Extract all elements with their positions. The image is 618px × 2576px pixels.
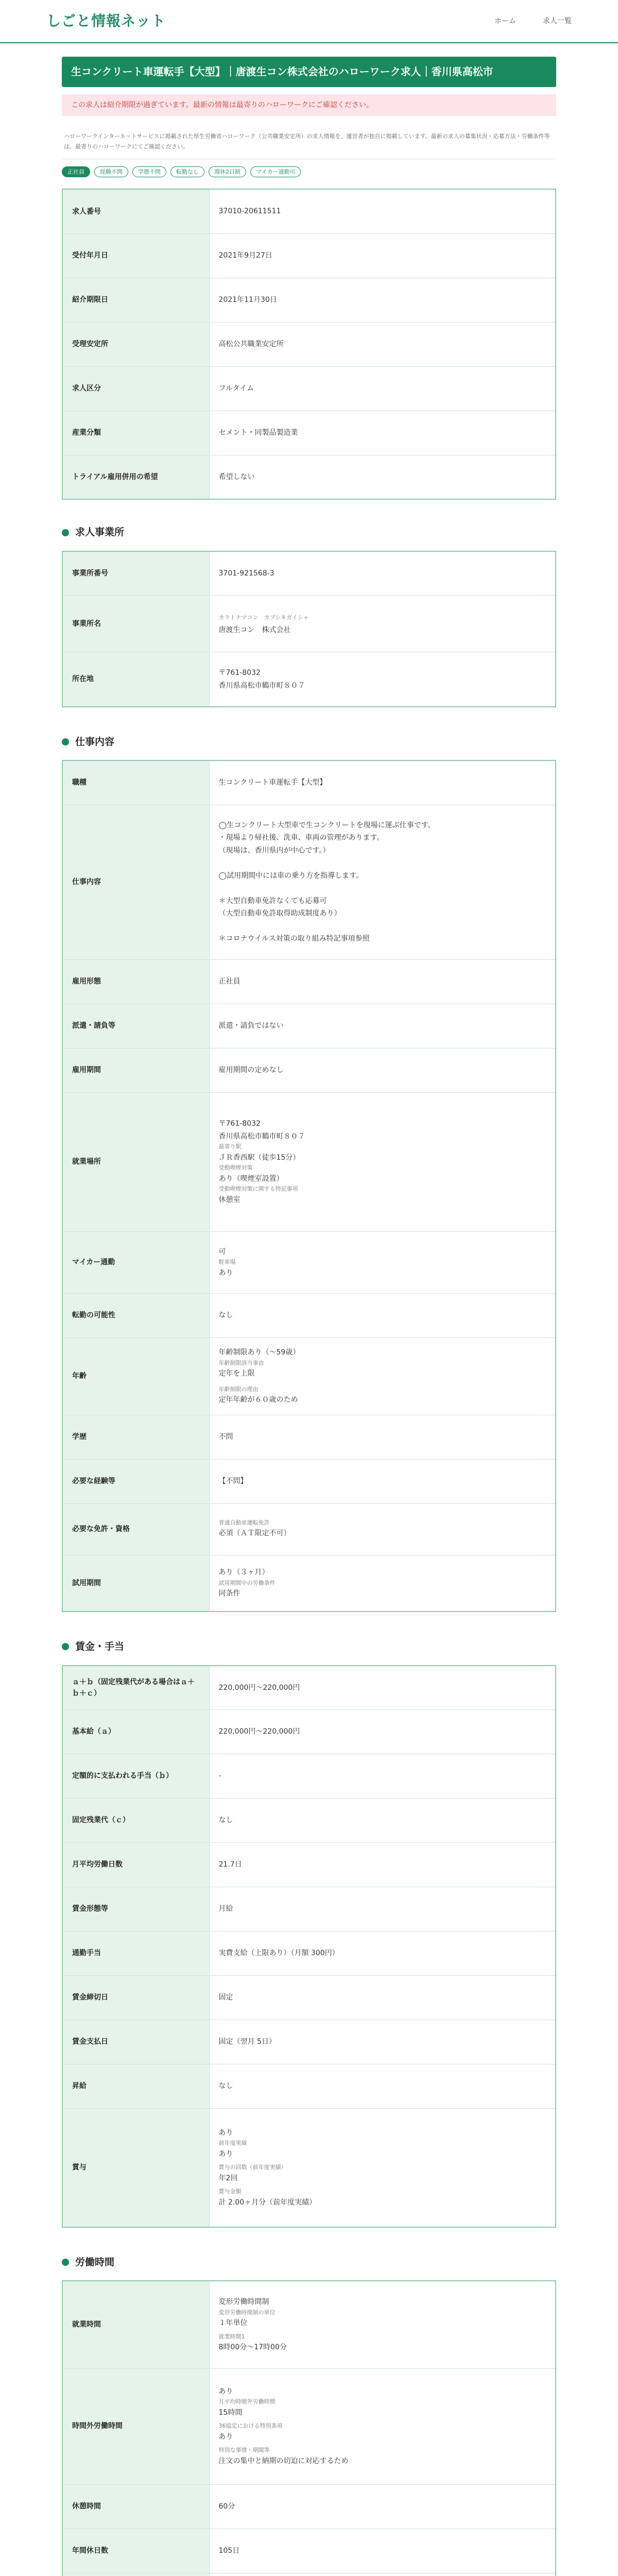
table-row xyxy=(62,455,556,499)
row-value: 37010-20611511 xyxy=(209,189,556,233)
row-value: 固定（翌月 5日） xyxy=(209,2020,556,2064)
row-label: 時間外労働時間 xyxy=(62,2368,209,2484)
row-value xyxy=(209,1555,556,1612)
bullet-icon xyxy=(62,738,69,745)
row-label: 就業時間 xyxy=(62,2281,209,2368)
bonus-count: 年2回 xyxy=(218,2174,238,2182)
row-label: 賃金支払日 xyxy=(62,2020,209,2064)
row-label: 必要な経験等 xyxy=(62,1459,209,1503)
table-row xyxy=(62,1092,556,1231)
table-row xyxy=(62,959,556,1004)
row-label: 職種 xyxy=(62,760,209,805)
row-value: 月給 xyxy=(209,1887,556,1931)
tag: 転勤なし xyxy=(170,166,204,178)
basic-info-table xyxy=(62,189,556,500)
row-label: 仕事内容 xyxy=(62,805,209,959)
age-reason-detail: 定年年齢が６０歳のため xyxy=(218,1396,298,1404)
bullet-icon xyxy=(62,1643,69,1650)
tag: 週休2日制 xyxy=(209,166,246,178)
table-row xyxy=(62,1799,556,1843)
row-value: 高松公共職業安定所 xyxy=(209,322,556,366)
sub-label: 賞与金額 xyxy=(218,2188,242,2195)
wage-table xyxy=(62,1665,556,2228)
table-row xyxy=(62,1666,556,1710)
row-value: 実費支給（上限あり）（月額 300円） xyxy=(209,1931,556,1976)
row-value: 105日 xyxy=(209,2529,556,2573)
row-value: 雇用期間の定めなし xyxy=(209,1048,556,1092)
row-label: 事業所番号 xyxy=(62,551,209,596)
row-value: なし xyxy=(209,1293,556,1337)
row-value: なし xyxy=(209,1799,556,1843)
table-row xyxy=(62,1337,556,1415)
row-label: 就業場所 xyxy=(62,1092,209,1231)
table-row xyxy=(62,760,556,805)
intro-text: ハローワークインターネットサービスに掲載された厚生労働省ハローワーク（公共職業安定所）の求人情報を、運営者が独自に掲載しています。最新の求人の募集状況・応募方法・労働条件等は、最寄りのハローワークにてご確認ください。 xyxy=(62,116,556,159)
section-heading-employer xyxy=(62,524,556,540)
expired-alert: この求人は紹介期限が過ぎています。最新の情報は最寄りのハローワークにご確認ください。 xyxy=(62,94,556,116)
row-value: - xyxy=(209,1754,556,1799)
section-heading-text: 仕事内容 xyxy=(75,736,115,748)
tag: マイカー通勤可 xyxy=(250,166,301,178)
row-label: 賃金締切日 xyxy=(62,1976,209,2020)
table-row xyxy=(62,1293,556,1337)
table-row xyxy=(62,1555,556,1612)
row-label: 派遣・請負等 xyxy=(62,1004,209,1048)
row-value xyxy=(209,1337,556,1415)
overtime: あり xyxy=(218,2387,233,2396)
bonus-last-year: あり xyxy=(218,2149,233,2158)
special-reason: 注文の集中と納期の切迫に対応するため xyxy=(218,2456,349,2465)
table-row xyxy=(62,1415,556,1459)
work-hours: 8時00分〜17時00分 xyxy=(218,2343,287,2352)
table-row xyxy=(62,1048,556,1092)
table-row xyxy=(62,1843,556,1887)
row-label: 月平均労働日数 xyxy=(62,1843,209,1887)
sub-label: 36協定における特別条項 xyxy=(218,2422,283,2430)
sub-label: 受動喫煙対策 xyxy=(218,1164,253,1172)
row-label: 紹介期限日 xyxy=(62,278,209,322)
sub-label: 駐車場 xyxy=(218,1259,236,1266)
sub-label: 月平均時間外労働時間 xyxy=(218,2398,276,2405)
row-label: 賃金形態等 xyxy=(62,1887,209,1931)
table-row xyxy=(62,278,556,322)
row-value xyxy=(209,652,556,707)
row-value xyxy=(209,2281,556,2368)
row-label: 休憩時間 xyxy=(62,2484,209,2529)
sub-label: 賞与の回数（前年度実績） xyxy=(218,2164,287,2171)
row-label: 求人区分 xyxy=(62,366,209,411)
table-row xyxy=(62,1710,556,1754)
row-label: 固定残業代（ｃ） xyxy=(62,1799,209,1843)
car-commute: 可 xyxy=(218,1247,226,1256)
table-row xyxy=(62,2484,556,2529)
row-label: 通勤手当 xyxy=(62,1931,209,1976)
age-limit: 年齢制限あり（〜59歳） xyxy=(218,1348,300,1357)
row-label: ａ＋ｂ（固定残業代がある場合はａ＋ｂ＋ｃ） xyxy=(62,1666,209,1710)
row-label: 産業分類 xyxy=(62,411,209,455)
postal-code: 〒761-8032 xyxy=(218,669,261,677)
table-row xyxy=(62,2368,556,2484)
row-value xyxy=(209,1092,556,1231)
sub-label: 年齢制限の理由 xyxy=(218,1385,259,1393)
site-header xyxy=(0,0,618,43)
job-title: 生コンクリート車運転手【大型】｜唐渡生コン株式会社のハローワーク求人｜香川県高松市 xyxy=(62,57,556,87)
row-label: 基本給（ａ） xyxy=(62,1710,209,1754)
nav-home-link[interactable]: ホーム xyxy=(494,16,516,25)
row-label: トライアル雇用併用の希望 xyxy=(62,455,209,499)
table-row xyxy=(62,2281,556,2368)
row-label: マイカー通勤 xyxy=(62,1231,209,1293)
row-label: 求人番号 xyxy=(62,189,209,233)
row-label xyxy=(62,2573,209,2576)
row-label: 受付年月日 xyxy=(62,233,209,278)
row-value: 派遣・請負ではない xyxy=(209,1004,556,1048)
section-heading-wage xyxy=(62,1639,556,1654)
bonus-amount: 計 2.00ヶ月分（前年度実績） xyxy=(218,2198,317,2207)
global-nav xyxy=(494,15,572,27)
row-value: 21.7日 xyxy=(209,1843,556,1887)
sub-label: 就業時間1 xyxy=(218,2333,245,2340)
employer-table xyxy=(62,551,556,707)
address: 香川県高松市鶴市町８０７ xyxy=(218,681,305,690)
section-heading-text: 賃金・手当 xyxy=(75,1641,125,1653)
row-value xyxy=(209,2109,556,2227)
row-value: セメント・同製品製造業 xyxy=(209,411,556,455)
row-label: 年齢 xyxy=(62,1337,209,1415)
bonus: あり xyxy=(218,2128,233,2137)
row-label: 試用期間 xyxy=(62,1555,209,1612)
smoking-note: 休憩室 xyxy=(218,1195,241,1204)
row-label: 学歴 xyxy=(62,1415,209,1459)
row-value xyxy=(209,2573,556,2576)
table-row xyxy=(62,2064,556,2109)
bullet-icon xyxy=(62,2259,69,2266)
row-value xyxy=(209,1503,556,1555)
row-value xyxy=(209,1231,556,1293)
row-label: 年間休日数 xyxy=(62,2529,209,2573)
row-value: 【不問】 xyxy=(209,1459,556,1503)
table-row xyxy=(62,1231,556,1293)
smoking-policy: あり（喫煙室設置） xyxy=(218,1174,284,1183)
row-value: 希望しない xyxy=(209,455,556,499)
age-reason: 定年を上限 xyxy=(218,1369,255,1378)
row-value: 生コンクリート車運転手【大型】 xyxy=(209,760,556,805)
sub-label: 年齢制限該当事由 xyxy=(218,1359,264,1366)
site-logo[interactable]: しごと情報ネット xyxy=(46,12,166,29)
row-value: 正社員 xyxy=(209,959,556,1004)
row-value xyxy=(209,2368,556,2484)
row-value: 3701-921568-3 xyxy=(209,551,556,596)
row-value: 220,000円〜220,000円 xyxy=(209,1666,556,1710)
company-name: 唐渡生コン 株式会社 xyxy=(218,625,291,634)
sub-label: 普通自動車運転免許 xyxy=(218,1519,270,1526)
section-heading-text: 労働時間 xyxy=(75,2256,115,2268)
row-label: 定額的に支払われる手当（ｂ） xyxy=(62,1754,209,1799)
section-heading-job xyxy=(62,734,556,750)
row-value: フルタイム xyxy=(209,366,556,411)
row-label: 必要な免許・資格 xyxy=(62,1503,209,1555)
job-table xyxy=(62,760,556,1612)
company-name-kana: カラトナマコン カブシキガイシャ xyxy=(218,614,309,621)
row-label: 賞与 xyxy=(62,2109,209,2227)
table-row xyxy=(62,805,556,959)
sub-label: 前年度実績 xyxy=(218,2140,247,2147)
address: 香川県高松市鶴市町８０７ xyxy=(218,1132,305,1141)
section-heading-text: 求人事業所 xyxy=(75,527,125,538)
row-label: 雇用期間 xyxy=(62,1048,209,1092)
row-value: 60分 xyxy=(209,2484,556,2529)
table-row xyxy=(62,1503,556,1555)
tag: 正社員 xyxy=(62,166,90,178)
table-row xyxy=(62,1004,556,1048)
row-value: 固定 xyxy=(209,1976,556,2020)
table-row xyxy=(62,596,556,652)
table-row xyxy=(62,2573,556,2576)
table-row xyxy=(62,551,556,596)
trial-conditions: 同条件 xyxy=(218,1589,241,1598)
table-row xyxy=(62,652,556,707)
row-value: 220,000円〜220,000円 xyxy=(209,1710,556,1754)
sub-label: 最寄り駅 xyxy=(218,1143,242,1150)
section-heading-hours xyxy=(62,2255,556,2270)
row-label: 受理安定所 xyxy=(62,322,209,366)
work-unit: １年単位 xyxy=(218,2319,248,2328)
table-row xyxy=(62,411,556,455)
postal-code: 〒761-8032 xyxy=(218,1120,261,1128)
table-row xyxy=(62,189,556,233)
row-label: 昇給 xyxy=(62,2064,209,2109)
sub-label: 試用期間中の労働条件 xyxy=(218,1579,276,1586)
row-value: なし xyxy=(209,2064,556,2109)
license: 必須（ＡＴ限定不可） xyxy=(218,1529,291,1538)
sub-label: 受動喫煙対策に関する特記事項 xyxy=(218,1185,298,1193)
table-row xyxy=(62,1887,556,1931)
parking: あり xyxy=(218,1268,233,1277)
special-clause: あり xyxy=(218,2432,233,2441)
table-row xyxy=(62,1976,556,2020)
row-label: 雇用形態 xyxy=(62,959,209,1004)
row-label: 転勤の可能性 xyxy=(62,1293,209,1337)
table-row xyxy=(62,1931,556,1976)
table-row xyxy=(62,366,556,411)
row-value: 不問 xyxy=(209,1415,556,1459)
trial-period: あり（３ヶ月） xyxy=(218,1568,269,1577)
row-value: 2021年9月27日 xyxy=(209,233,556,278)
table-row xyxy=(62,2020,556,2064)
row-value: 2021年11月30日 xyxy=(209,278,556,322)
main-content xyxy=(62,57,556,2576)
table-row xyxy=(62,1754,556,1799)
row-label: 事業所名 xyxy=(62,596,209,652)
table-row xyxy=(62,322,556,366)
overtime-hours: 15時間 xyxy=(218,2408,243,2417)
nearest-station: ＪＲ香西駅（徒歩15分） xyxy=(218,1153,300,1162)
table-row xyxy=(62,233,556,278)
tag: 経験不問 xyxy=(94,166,128,178)
table-row xyxy=(62,1459,556,1503)
bullet-icon xyxy=(62,529,69,536)
work-system: 変形労働時間制 xyxy=(218,2298,269,2307)
row-value: ◯生コンクリート大型車で生コンクリートを現場に運ぶ仕事です。 ・現場より帰社後、洗車、車両の管理があります。 （現場は、香川県内が中心です。） ◯試用期間中には車の乗り方を指導します。 ＊大型自動車免許なくても応募可 （大型自動車免許取得助成制度あり） ＊コロナウイルス対策の取り組み特記事項参照 xyxy=(209,805,556,959)
sub-label: 特別な事情・期間等 xyxy=(218,2447,270,2454)
hours-table xyxy=(62,2280,556,2576)
table-row xyxy=(62,2529,556,2573)
sub-label: 変形労働時間制の単位 xyxy=(218,2309,276,2316)
row-value xyxy=(209,596,556,652)
row-label: 所在地 xyxy=(62,652,209,707)
tag: 学歴不問 xyxy=(132,166,166,178)
nav-job-list-link[interactable]: 求人一覧 xyxy=(543,16,572,25)
table-row xyxy=(62,2109,556,2227)
tag-list xyxy=(62,166,556,178)
